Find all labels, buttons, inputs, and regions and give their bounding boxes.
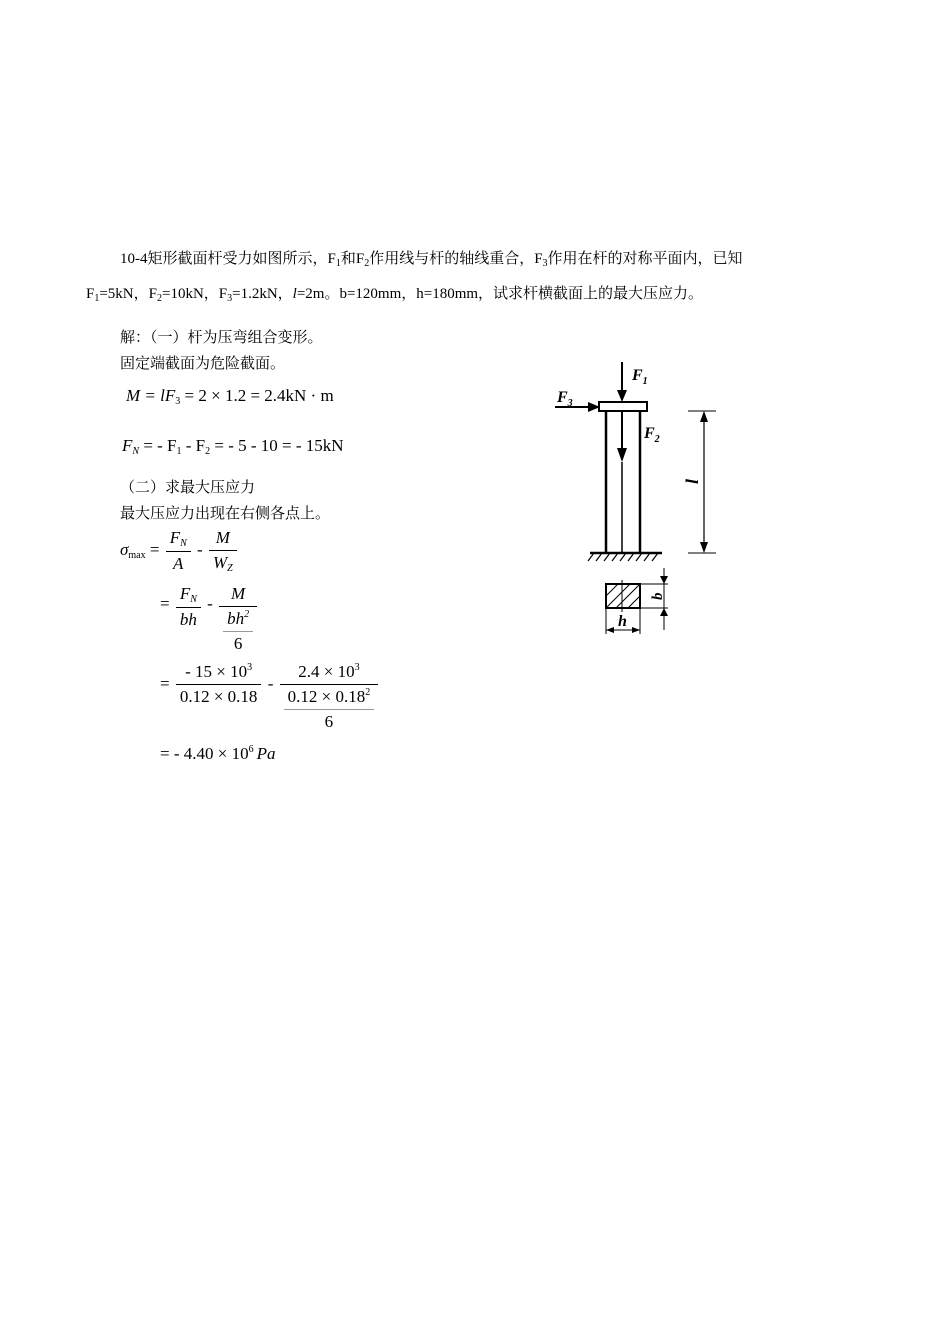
force-f2-label: $F_2$ <box>644 425 660 445</box>
fraction-m-over-wz: $\frac{M}{W_Z}$ <box>209 528 237 574</box>
solution-max-stress-location: 最大压应力出现在右侧各点上。 <box>120 506 331 522</box>
problem-line-2: $F_1=5kN$，$F_2=10kN$，$F_3=1.2kN$，l=2m。b=120mm，h=180mm，试求杆横截面上的最大压应力。 <box>86 286 704 304</box>
force-f3-label: $F_3$ <box>557 389 573 409</box>
fraction-numeric-axial: $\frac{- 15 \times 10^3}{0.12 \times 0.18}$ <box>176 662 262 707</box>
stress-step-3: = $\frac{- 15 \times 10^3}{0.12 \times 0.18}$ - $\frac{2.4 \times 10^3}{\frac{0.12 \times 0.18^2}{6}}$ <box>160 662 380 732</box>
fraction-fn-over-a: $\frac{F_N}{A}$ <box>166 528 191 574</box>
length-label: l <box>682 478 702 484</box>
solution-part-two: （二）求最大压应力 <box>120 480 256 496</box>
problem-number: 10-4 <box>120 251 148 267</box>
fraction-m-over-section-modulus: $\frac{M}{\frac{bh^2}{6}}$ <box>219 584 257 654</box>
force-f1-label: $F_1$ <box>632 367 648 387</box>
moment-equation: $M = lF_3 = 2 \times 1.2 = 2.4kN \cdot m$ <box>126 386 334 407</box>
cross-section-rect <box>606 584 640 608</box>
problem-line-1: 10-4矩形截面杆受力如图所示，$F_1$和$F_2$作用线与杆的轴线重合，$F_3$作用在杆的对称平面内，已知 <box>120 251 743 269</box>
fraction-numeric-bending: $\frac{2.4 \times 10^3}{\frac{0.12 \times 0.18^2}{6}}$ <box>280 662 379 732</box>
stress-step-2: = $\frac{F_N}{bh}$ - $\frac{M}{\frac{bh^2}{6}}$ <box>160 584 259 654</box>
sigma-max-equation: $\sigma_{max}$ = $\frac{F_N}{A}$ - $\frac{M}{W_Z}$ <box>120 528 239 574</box>
axial-force-equation: $F_N$ = - $F_1 - F_2$ = - 5 - 10 = - 15kN <box>122 436 344 457</box>
h-label: h <box>618 613 627 630</box>
column-figure <box>540 340 760 640</box>
b-label: b <box>650 592 666 600</box>
force-f1-arrowhead <box>617 390 627 402</box>
stress-result: = - $4.40 \times 10^6$ Pa <box>160 744 276 763</box>
problem-statement <box>86 244 866 314</box>
solution-intro: 解：（一）杆为压弯组合变形。 <box>120 330 323 346</box>
fraction-fn-over-bh: $\frac{F_N}{bh}$ <box>176 584 201 630</box>
solution-critical-section: 固定端截面为危险截面。 <box>120 356 286 372</box>
column-cap-plate <box>599 402 647 411</box>
force-f2-arrowhead <box>617 448 627 462</box>
